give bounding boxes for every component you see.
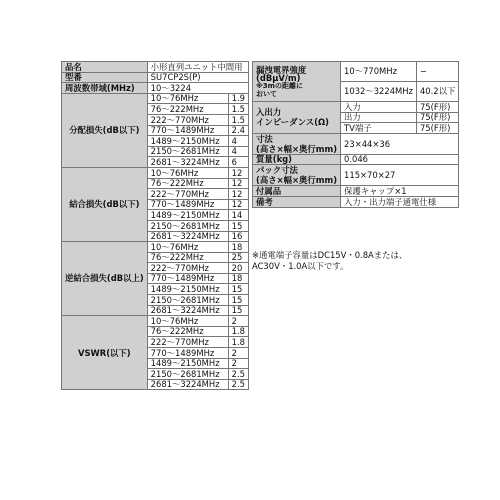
value-cell: 2 (228, 316, 248, 327)
band-cell: 1489〜2150MHz (147, 136, 228, 147)
impedance-value: 75(F形) (416, 112, 458, 123)
band-cell: 10〜76MHz (147, 242, 228, 253)
leak-label-line: 漏洩電界強度 (256, 64, 307, 75)
pack-size-value: 115×70×27 (341, 165, 459, 186)
value-cell: 1.9 (228, 93, 248, 104)
value-cell: 12 (228, 199, 248, 210)
impedance-value: 75(F形) (416, 102, 458, 113)
band-cell: 2150〜2681MHz (147, 146, 228, 157)
group-label: 逆結合損失(dB以上) (62, 242, 148, 316)
size-label (253, 133, 341, 154)
mass-value: 0.046 (341, 154, 459, 165)
pack-label-line: (高さ×幅×奥行mm) (256, 175, 338, 186)
group-label: 分配損失(dB以下) (62, 93, 148, 167)
band-cell: 76〜222MHz (147, 252, 228, 263)
value-cell: 1.5 (228, 114, 248, 125)
leak-label-line: ※3mの距離に (256, 81, 303, 90)
leak-field-label (253, 62, 341, 102)
product-name-value: 小形直列ユニット中間用 (147, 62, 248, 73)
value-cell: 1.5 (228, 104, 248, 115)
frequency-value: 10〜3224 (147, 83, 248, 94)
accessory-label: 付属品 (253, 186, 341, 197)
value-cell: 4 (228, 136, 248, 147)
pack-label-line: パック寸法 (256, 165, 298, 176)
band-cell: 76〜222MHz (147, 104, 228, 115)
accessory-value: 保護キャップ×1 (341, 186, 459, 197)
band-cell: 222〜770MHz (147, 337, 228, 348)
band-cell: 1489〜2150MHz (147, 210, 228, 221)
impedance-label-line: インピーダンス(Ω) (256, 117, 329, 128)
value-cell: 15 (228, 305, 248, 316)
table-row (253, 186, 459, 197)
impedance-port: 入力 (341, 102, 417, 113)
band-cell: 770〜1489MHz (147, 125, 228, 136)
value-cell: 15 (228, 220, 248, 231)
band-cell: 2150〜2681MHz (147, 369, 228, 380)
band-cell: 1489〜2150MHz (147, 358, 228, 369)
product-name-label: 品名 (62, 62, 148, 73)
leak-band: 10〜770MHz (341, 62, 417, 82)
band-cell: 2681〜3224MHz (147, 305, 228, 316)
size-label-line: (高さ×幅×奥行mm) (256, 143, 338, 154)
value-cell: 12 (228, 178, 248, 189)
band-cell: 1489〜2150MHz (147, 284, 228, 295)
footnote-line: ※通電端子容量はDC15V・0.8Aまたは、 (252, 250, 408, 260)
leak-band: 1032〜3224MHz (341, 82, 417, 102)
value-cell: 12 (228, 167, 248, 178)
impedance-label-line: 入出力 (256, 107, 282, 118)
value-cell: 15 (228, 284, 248, 295)
table-row (253, 196, 459, 207)
value-cell: 14 (228, 210, 248, 221)
table-row (62, 83, 249, 94)
table-row (62, 93, 249, 104)
value-cell: 2.4 (228, 125, 248, 136)
impedance-label (253, 102, 341, 134)
remarks-value: 入力・出力端子通電仕様 (341, 196, 459, 207)
spec-table-left (61, 61, 249, 390)
band-cell: 770〜1489MHz (147, 199, 228, 210)
leak-value: − (416, 62, 458, 82)
size-label-line: 寸法 (256, 133, 273, 144)
table-row (253, 165, 459, 186)
group-label: 結合損失(dB以下) (62, 167, 148, 241)
band-cell: 10〜76MHz (147, 93, 228, 104)
size-value: 23×44×36 (341, 133, 459, 154)
value-cell: 4 (228, 146, 248, 157)
table-row (62, 242, 249, 253)
band-cell: 10〜76MHz (147, 167, 228, 178)
model-label: 型番 (62, 72, 148, 83)
band-cell: 76〜222MHz (147, 178, 228, 189)
table-row (253, 102, 459, 113)
value-cell: 6 (228, 157, 248, 168)
band-cell: 770〜1489MHz (147, 273, 228, 284)
footnote (252, 250, 442, 272)
band-cell: 2150〜2681MHz (147, 220, 228, 231)
footnote-line: AC30V・1.0A以下です。 (252, 261, 349, 271)
value-cell: 15 (228, 295, 248, 306)
value-cell: 2.5 (228, 379, 248, 390)
band-cell: 10〜76MHz (147, 316, 228, 327)
band-cell: 222〜770MHz (147, 114, 228, 125)
remarks-label: 備考 (253, 196, 341, 207)
table-row (253, 62, 459, 82)
value-cell: 25 (228, 252, 248, 263)
frequency-label: 周波数帯域(MHz) (62, 83, 148, 94)
value-cell: 18 (228, 273, 248, 284)
table-row (62, 72, 249, 83)
table-row (62, 167, 249, 178)
band-cell: 2150〜2681MHz (147, 295, 228, 306)
value-cell: 18 (228, 242, 248, 253)
table-row (62, 316, 249, 327)
value-cell: 1.8 (228, 337, 248, 348)
value-cell: 12 (228, 189, 248, 200)
leak-label-line: おいて (256, 89, 277, 98)
table-row (62, 62, 249, 73)
table-row (253, 154, 459, 165)
value-cell: 2.5 (228, 369, 248, 380)
leak-value: 40.2以下 (416, 82, 458, 102)
pack-size-label (253, 165, 341, 186)
band-cell: 76〜222MHz (147, 326, 228, 337)
band-cell: 2681〜3224MHz (147, 231, 228, 242)
band-cell: 2681〜3224MHz (147, 157, 228, 168)
band-cell: 222〜770MHz (147, 263, 228, 274)
value-cell: 2 (228, 358, 248, 369)
value-cell: 1.8 (228, 326, 248, 337)
band-cell: 770〜1489MHz (147, 348, 228, 359)
group-label: VSWR(以下) (62, 316, 148, 390)
mass-label: 質量(kg) (253, 154, 341, 165)
band-cell: 2681〜3224MHz (147, 379, 228, 390)
value-cell: 2 (228, 348, 248, 359)
value-cell: 20 (228, 263, 248, 274)
impedance-value: 75(F形) (416, 123, 458, 134)
impedance-port: 出力 (341, 112, 417, 123)
band-cell: 222〜770MHz (147, 189, 228, 200)
value-cell: 16 (228, 231, 248, 242)
spec-table-right (252, 61, 459, 208)
impedance-port: TV端子 (341, 123, 417, 134)
table-row (253, 133, 459, 154)
leak-label-line: (dBμV/m) (256, 72, 301, 83)
model-value: SU7CP2S(P) (147, 72, 248, 83)
